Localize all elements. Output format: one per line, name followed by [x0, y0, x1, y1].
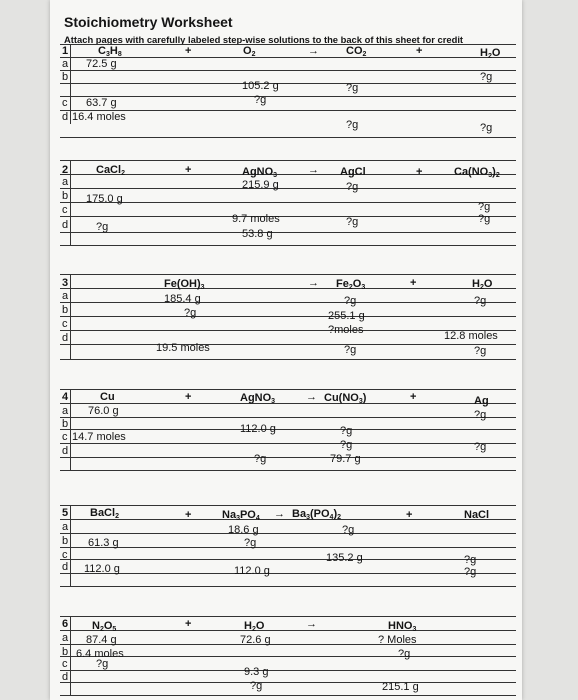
given-value: 12.8 moles	[444, 330, 498, 342]
unknown: ?g	[184, 307, 197, 319]
row-label-b: b	[62, 304, 69, 316]
unknown: ?g	[244, 537, 257, 549]
given-value: 215.9 g	[242, 179, 279, 191]
unknown: ?g	[480, 71, 493, 83]
plus-sign: +	[185, 509, 192, 521]
unknown: ?g	[342, 524, 355, 536]
given-value: 105.2 g	[242, 80, 279, 92]
reactant-1: BaCl$_2$	[90, 507, 119, 520]
plus-sign: +	[185, 164, 192, 176]
product-2: $H_2O$	[472, 278, 493, 291]
product-2: $H_2O$	[480, 47, 501, 60]
given-value: 72.6 g	[240, 634, 271, 646]
row-label-c: c	[62, 658, 68, 670]
given-value: 112.0 g	[234, 565, 270, 577]
given-value: 76.0 g	[88, 405, 119, 417]
row-label-d: d	[62, 332, 69, 344]
given-value: 112.0 g	[84, 563, 120, 575]
row-label-c: c	[62, 318, 68, 330]
product-1: AgCl	[340, 166, 366, 178]
row-label-b: b	[62, 190, 69, 202]
plus-sign: +	[416, 166, 423, 178]
reactant-1: $Fe(OH)_3$	[164, 278, 205, 291]
given-value: 135.2 g	[326, 552, 363, 564]
problem-5-table	[60, 505, 516, 587]
unknown: ?g	[96, 221, 109, 233]
problem-number: 2	[62, 164, 69, 176]
plus-sign: +	[416, 45, 423, 57]
row-label-a: a	[62, 290, 69, 302]
row-label-b: b	[62, 418, 69, 430]
unknown: ?g	[250, 680, 263, 692]
given-value: 175.0 g	[86, 193, 123, 205]
reactant-1: CaCl$_2$	[96, 164, 125, 177]
product-1: $Cu(NO_3)$	[324, 392, 367, 405]
given-value: 215.1 g	[382, 681, 419, 693]
plus-sign: +	[410, 391, 417, 403]
given-value: ? Moles	[378, 634, 417, 646]
unknown: ?g	[346, 119, 359, 131]
unknown: ?g	[254, 94, 267, 106]
unknown: ?g	[474, 441, 487, 453]
instructions: Attach pages with carefully labeled step-wise solutions to the back of this sheet for credit	[64, 34, 464, 45]
reactant-2: AgNO$_3$	[242, 166, 278, 179]
product-1: $Ba_3(PO_4)_2$	[292, 508, 342, 521]
row-label-b: b	[62, 71, 69, 83]
row-label-b: b	[62, 535, 69, 547]
plus-sign: +	[185, 618, 192, 630]
row-label-c: c	[62, 204, 68, 216]
row-label-a: a	[62, 632, 69, 644]
row-label-b: b	[62, 646, 69, 658]
plus-sign: +	[185, 391, 192, 403]
reactant-1: $N_2O_5$	[92, 620, 117, 633]
given-value: 9.3 g	[244, 666, 269, 678]
problem-2-table	[60, 160, 516, 246]
unknown: ?g	[340, 425, 353, 437]
product-1: $Fe_2O_3$	[336, 278, 366, 291]
given-value: 79.7 g	[330, 453, 361, 465]
problem-number: 4	[62, 391, 69, 403]
given-value: 53.8 g	[242, 228, 273, 240]
row-label-d: d	[62, 671, 69, 683]
row-label-a: a	[62, 405, 69, 417]
plus-sign: +	[185, 45, 192, 57]
unknown: ?g	[346, 181, 359, 193]
row-label-d: d	[62, 561, 69, 573]
problem-number: 5	[62, 507, 69, 519]
problem-number: 3	[62, 277, 69, 289]
problem-number: 1	[62, 45, 69, 57]
unknown: ?g	[344, 344, 357, 356]
row-label-a: a	[62, 521, 69, 533]
unknown: ?g	[474, 345, 487, 357]
problem-number: 6	[62, 618, 69, 630]
reactant-1: Cu	[100, 391, 115, 403]
given-value: 61.3 g	[88, 537, 119, 549]
arrow: →	[308, 164, 319, 176]
unknown: ?g	[478, 201, 491, 213]
unknown: ?g	[464, 554, 477, 566]
arrow: →	[306, 391, 317, 403]
given-value: 87.4 g	[86, 634, 117, 646]
given-value: 19.5 moles	[156, 342, 210, 354]
arrow: →	[308, 45, 319, 57]
reactant-2: $H_2O$	[244, 620, 265, 633]
arrow: →	[308, 277, 319, 289]
given-value: 185.4 g	[164, 293, 201, 305]
unknown: ?g	[254, 453, 267, 465]
problem-6-table	[60, 616, 516, 696]
plus-sign: +	[406, 509, 413, 521]
unknown: ?g	[346, 82, 359, 94]
product-1: $CO_2$	[346, 45, 367, 58]
given-value: 63.7 g	[86, 97, 117, 109]
unknown: ?g	[96, 658, 109, 670]
given-value: ?moles	[328, 324, 364, 336]
unknown: ?g	[474, 409, 487, 421]
unknown: ?g	[344, 295, 357, 307]
plus-sign: +	[410, 277, 417, 289]
row-label-d: d	[62, 445, 69, 457]
arrow: →	[274, 508, 285, 520]
given-value: 72.5 g	[86, 58, 117, 70]
row-label-c: c	[62, 431, 68, 443]
given-value: 18.6 g	[228, 524, 259, 536]
reactant-2: $Na_3PO_4$	[222, 509, 260, 522]
row-label-d: d	[62, 111, 69, 123]
given-value: 255.1 g	[328, 310, 365, 322]
given-value: 14.7 moles	[72, 431, 126, 443]
row-label-a: a	[62, 176, 69, 188]
unknown: ?g	[346, 216, 359, 228]
product-2: $Ca(NO_3)_2$	[454, 166, 500, 179]
unknown: ?g	[398, 648, 411, 660]
problem-3-table	[60, 274, 516, 360]
given-value: 9.7 moles	[232, 213, 280, 225]
problem-1-table	[60, 44, 516, 138]
given-value: 112.0 g	[240, 423, 276, 435]
row-label-c: c	[62, 97, 68, 109]
row-label-c: c	[62, 549, 68, 561]
given-value: 16.4 moles	[72, 111, 126, 123]
product-2: Ag	[474, 395, 489, 407]
unknown: ?g	[478, 213, 491, 225]
given-value: 6.4 moles	[76, 648, 124, 660]
reactant-2: AgNO$_3$	[240, 392, 276, 405]
problem-4-table	[60, 389, 516, 471]
row-label-a: a	[62, 58, 69, 70]
page-title: Stoichiometry Worksheet	[64, 14, 233, 30]
unknown: ?g	[464, 566, 477, 578]
arrow: →	[306, 618, 317, 630]
reactant-2: $O_2$	[243, 45, 256, 58]
unknown: ?g	[474, 295, 487, 307]
reactant-1: $C_3H_8$	[98, 45, 122, 58]
unknown: ?g	[480, 122, 493, 134]
product-2: NaCl	[464, 509, 490, 521]
unknown: ?g	[340, 439, 353, 451]
product-1: $HNO_3$	[388, 620, 417, 633]
row-label-d: d	[62, 219, 69, 231]
